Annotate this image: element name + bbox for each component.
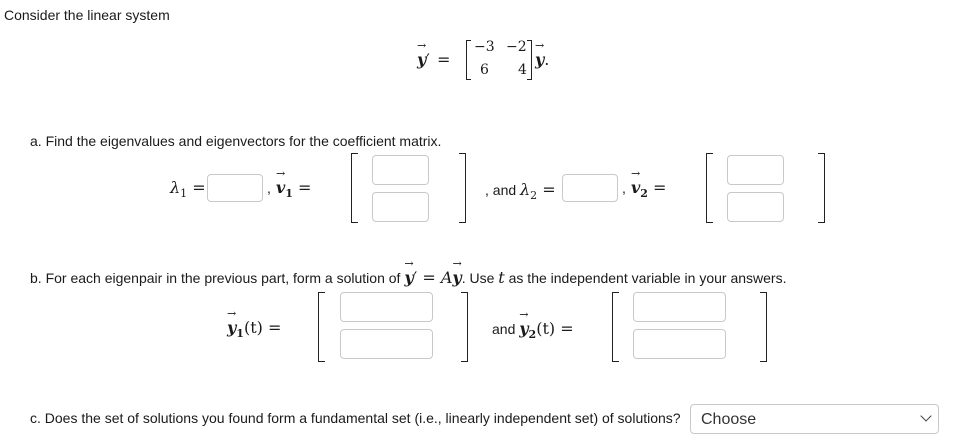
- y2-right-bracket: [760, 292, 767, 362]
- v2-left-bracket: [706, 153, 713, 223]
- lambda1-input[interactable]: [207, 174, 263, 202]
- matrix-left-bracket: [466, 40, 471, 80]
- y2-top-input[interactable]: [633, 292, 726, 322]
- v1-top-input[interactable]: [372, 155, 429, 185]
- v2-vector-symbol: v →: [630, 167, 641, 197]
- system-rhs: y → .: [535, 39, 550, 69]
- part-b-prompt: b. For each eigenpair in the previous part, form a solution of y → ′ = Ay → . Use t as the independent variable in your answers.: [30, 257, 787, 287]
- v2-label: , v → $_2$ =: [622, 167, 667, 201]
- v1-vector-symbol: v →: [275, 167, 286, 197]
- y-vector-symbol: y →: [535, 39, 545, 69]
- fundamental-set-select[interactable]: [690, 404, 939, 434]
- v1-label: , v → $_1$ =: [267, 167, 312, 201]
- y1-bottom-input[interactable]: [340, 329, 433, 359]
- v1-bottom-input[interactable]: [372, 192, 429, 222]
- matrix-right-bracket: [527, 40, 532, 80]
- v2-bottom-input[interactable]: [727, 192, 784, 222]
- part-a-prompt: a. Find the eigenvalues and eigenvectors for the coefficient matrix.: [30, 133, 442, 149]
- matrix-entry-21: 6: [480, 62, 489, 78]
- and-y2-label: and y → $_2$(t) =: [492, 308, 574, 342]
- matrix-entry-22: 4: [518, 62, 527, 78]
- select-value: Choose: [701, 411, 757, 428]
- matrix-entry-11: −3: [474, 39, 495, 55]
- y1-right-bracket: [461, 292, 468, 362]
- v1-right-bracket: [459, 153, 466, 223]
- y2-vector-symbol: y →: [519, 308, 529, 338]
- lambda1-label: $\lambda_1$ =: [170, 178, 206, 201]
- v1-left-bracket: [351, 153, 358, 223]
- y-vector-symbol: y →: [417, 39, 427, 69]
- y1-vector-symbol: y →: [227, 307, 237, 337]
- system-equation: y → ′ =: [417, 39, 451, 69]
- y2-bottom-input[interactable]: [633, 329, 726, 359]
- chevron-down-icon: [920, 410, 931, 421]
- intro-text: Consider the linear system: [4, 7, 170, 23]
- y1-top-input[interactable]: [340, 292, 433, 322]
- lambda2-input[interactable]: [562, 174, 618, 202]
- matrix-entry-12: −2: [506, 39, 527, 55]
- v2-top-input[interactable]: [727, 155, 784, 185]
- part-c-prompt: c. Does the set of solutions you found form a fundamental set (i.e., linearly independent set) of solutions?: [30, 410, 681, 426]
- v2-right-bracket: [818, 153, 825, 223]
- y2-left-bracket: [612, 292, 619, 362]
- and-lambda2-label: , and $\lambda_2$ =: [485, 180, 556, 203]
- y1-label: y → $_1$(t) =: [227, 307, 282, 341]
- y1-left-bracket: [318, 292, 325, 362]
